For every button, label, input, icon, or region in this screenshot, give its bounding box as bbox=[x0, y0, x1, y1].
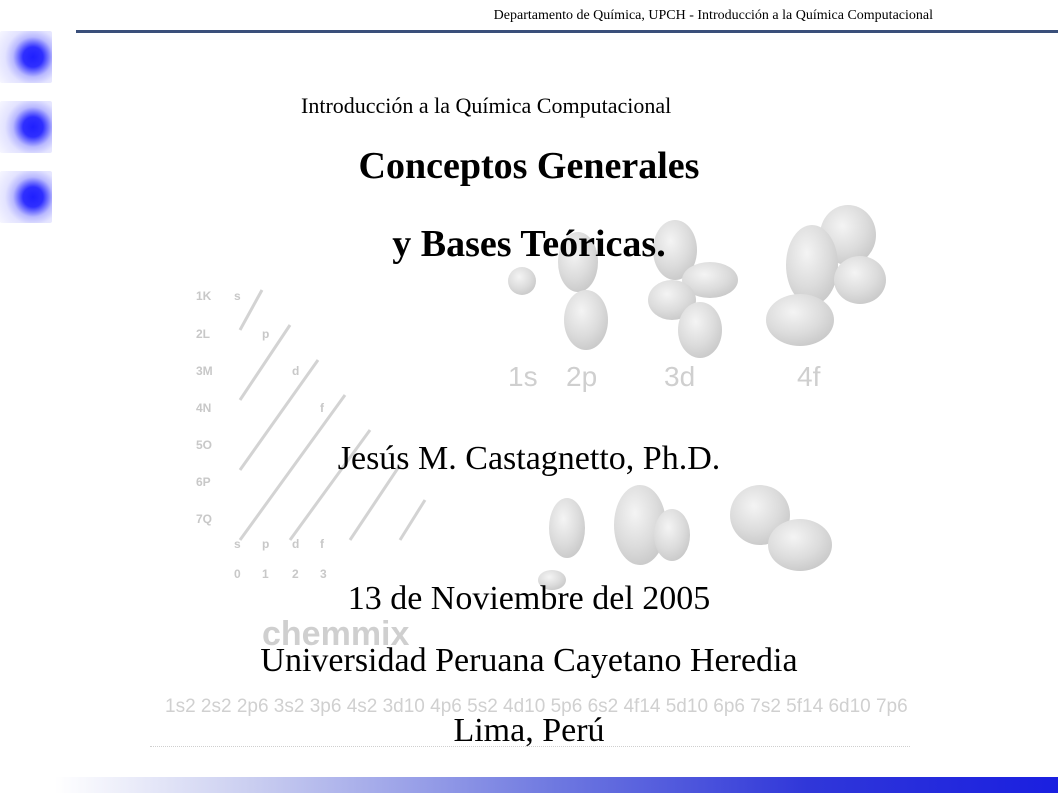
electron-configuration-text: 1s2 2s2 2p6 3s2 3p6 4s2 3d10 4p6 5s2 4d10 5p6 6s2 4f14 5d10 6p6 7s2 5f14 6d10 7p6 bbox=[165, 696, 908, 717]
orbital-label-3d: 3d bbox=[664, 361, 696, 392]
subshell-label: d bbox=[292, 364, 300, 378]
subshell-label: p bbox=[262, 327, 270, 341]
orbital-label-1s: 1s bbox=[508, 361, 538, 392]
shell-label: 1K bbox=[196, 289, 212, 303]
column-number: 0 bbox=[234, 567, 241, 581]
column-number: 1 bbox=[262, 567, 269, 581]
slide-title-line2: y Bases Teóricas. bbox=[392, 223, 666, 265]
author-name: Jesús M. Castagnetto, Ph.D. bbox=[337, 440, 721, 477]
header-text: Departamento de Química, UPCH - Introducción a la Química Computacional bbox=[493, 8, 933, 23]
orbital-1s-shape bbox=[508, 267, 536, 295]
subshell-label: f bbox=[320, 401, 324, 415]
column-number: 3 bbox=[320, 567, 327, 581]
orbital-label-4f: 4f bbox=[797, 361, 821, 392]
shell-label: 6P bbox=[196, 475, 211, 489]
subshell-label: s bbox=[234, 537, 241, 551]
subshell-label: f bbox=[320, 537, 324, 551]
shell-label: 5O bbox=[196, 438, 213, 452]
footer-divider bbox=[150, 746, 910, 747]
subshell-label: s bbox=[234, 289, 241, 303]
subshell-label: p bbox=[262, 537, 270, 551]
slide-title-line1: Conceptos Generales bbox=[358, 145, 700, 187]
presentation-date: 13 de Noviembre del 2005 bbox=[347, 580, 711, 617]
header-rule bbox=[76, 30, 1058, 33]
shell-label: 7Q bbox=[196, 512, 213, 526]
slide-subtitle: Introducción a la Química Computacional bbox=[301, 93, 672, 118]
shell-label: 3M bbox=[196, 364, 213, 378]
location-text: Lima, Perú bbox=[453, 712, 605, 749]
subshell-label: d bbox=[292, 537, 300, 551]
column-number: 2 bbox=[292, 567, 299, 581]
orbital-label-2p: 2p bbox=[566, 361, 598, 392]
footer-gradient-bar bbox=[55, 777, 1058, 793]
shell-label: 4N bbox=[196, 401, 212, 415]
institution-name: Universidad Peruana Cayetano Heredia bbox=[260, 642, 798, 679]
decorative-bullet-icon bbox=[0, 31, 52, 83]
shell-label: 2L bbox=[196, 327, 211, 341]
chemmix-logo: chemmix bbox=[262, 615, 410, 653]
